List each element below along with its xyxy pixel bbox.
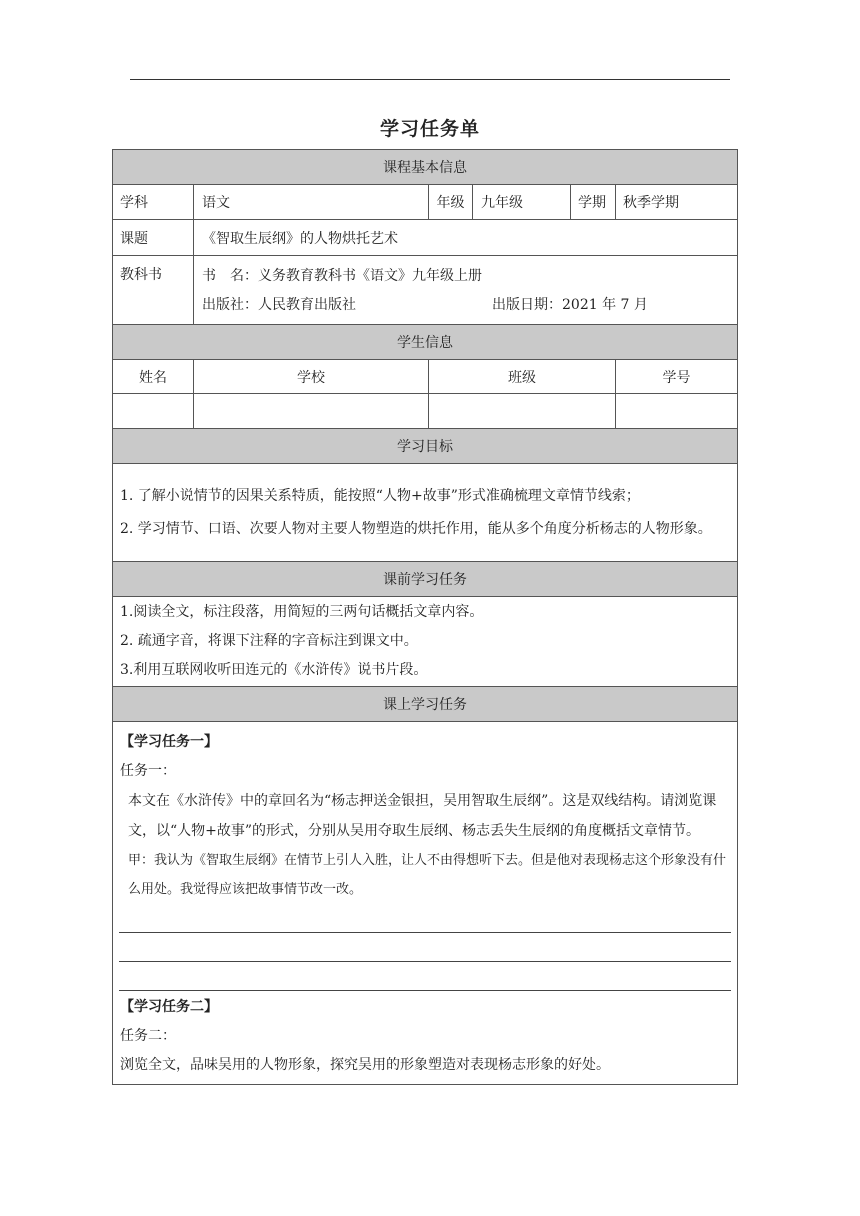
task2-text: 浏览全文，品味吴用的人物形象，探究吴用的形象塑造对表现杨志形象的好处。 [120, 1057, 610, 1073]
term-value: 秋季学期 [616, 185, 738, 220]
goals-header: 学习目标 [113, 429, 738, 464]
publisher: 出版社：人民教育出版社 [202, 296, 356, 313]
answer-line[interactable] [119, 962, 731, 991]
column-class: 班级 [429, 360, 616, 394]
task1-heading: 【学习任务一】 [120, 734, 218, 750]
grade-label: 年级 [429, 185, 473, 219]
school-input-cell[interactable] [194, 394, 429, 429]
book-name: 书 名：义务教育教科书《语文》九年级上册 [202, 267, 482, 284]
column-school: 学校 [194, 360, 429, 394]
pre-task-item: 1.阅读全文，标注段落，用简短的三两句话概括文章内容。 [120, 604, 484, 620]
subject-value: 语文 [194, 185, 429, 220]
answer-line[interactable] [119, 933, 731, 962]
subject-label: 学科 [113, 185, 194, 220]
task1-quote: 甲：我认为《智取生辰纲》在情节上引人入胜，让人不由得想听下去。但是他对表现杨志这个形象没有什么用处。我觉得应该把故事情节改一改。 [128, 853, 727, 897]
answer-line[interactable] [119, 904, 731, 933]
student-id-input-cell[interactable] [616, 394, 738, 429]
textbook-label: 教科书 [113, 256, 194, 325]
class-input-cell[interactable] [429, 394, 616, 429]
task-sheet-table [112, 149, 738, 1085]
name-input-cell[interactable] [113, 394, 194, 429]
pre-task-item: 2. 疏通字音，将课下注释的字音标注到课文中。 [120, 633, 418, 649]
task2-label: 任务二： [120, 1028, 176, 1044]
topic-label: 课题 [113, 220, 194, 256]
term-label: 学期 [571, 185, 616, 220]
student-info-header: 学生信息 [113, 325, 738, 360]
in-class-header: 课上学习任务 [113, 687, 738, 722]
column-name: 姓名 [113, 360, 194, 394]
page-title: 学习任务单 [379, 118, 480, 140]
task1-text: 本文在《水浒传》中的章回名为“杨志押送金银担，吴用智取生辰纲”。这是双线结构。请浏览课文，以“人物+故事”的形式，分别从吴用夺取生辰纲、杨志丢失生辰纲的角度概括文章情节。 [128, 793, 717, 839]
goal-item: 1. 了解小说情节的因果关系特质，能按照“人物+故事”形式准确梳理文章情节线索； [120, 487, 640, 504]
column-student-id: 学号 [616, 360, 738, 394]
header-rule [130, 79, 730, 80]
grade-value: 九年级 [481, 195, 523, 211]
publish-date: 出版日期：2021 年 7 月 [492, 296, 648, 313]
goal-item: 2. 学习情节、口语、次要人物对主要人物塑造的烘托作用，能从多个角度分析杨志的人物形象。 [120, 520, 712, 537]
task2-heading: 【学习任务二】 [120, 999, 218, 1015]
task1-label: 任务一： [120, 763, 176, 779]
topic-value: 《智取生辰纲》的人物烘托艺术 [194, 220, 738, 256]
course-info-header: 课程基本信息 [113, 150, 738, 185]
pre-tasks-header: 课前学习任务 [113, 562, 738, 597]
pre-task-item: 3.利用互联网收听田连元的《水浒传》说书片段。 [120, 662, 428, 678]
